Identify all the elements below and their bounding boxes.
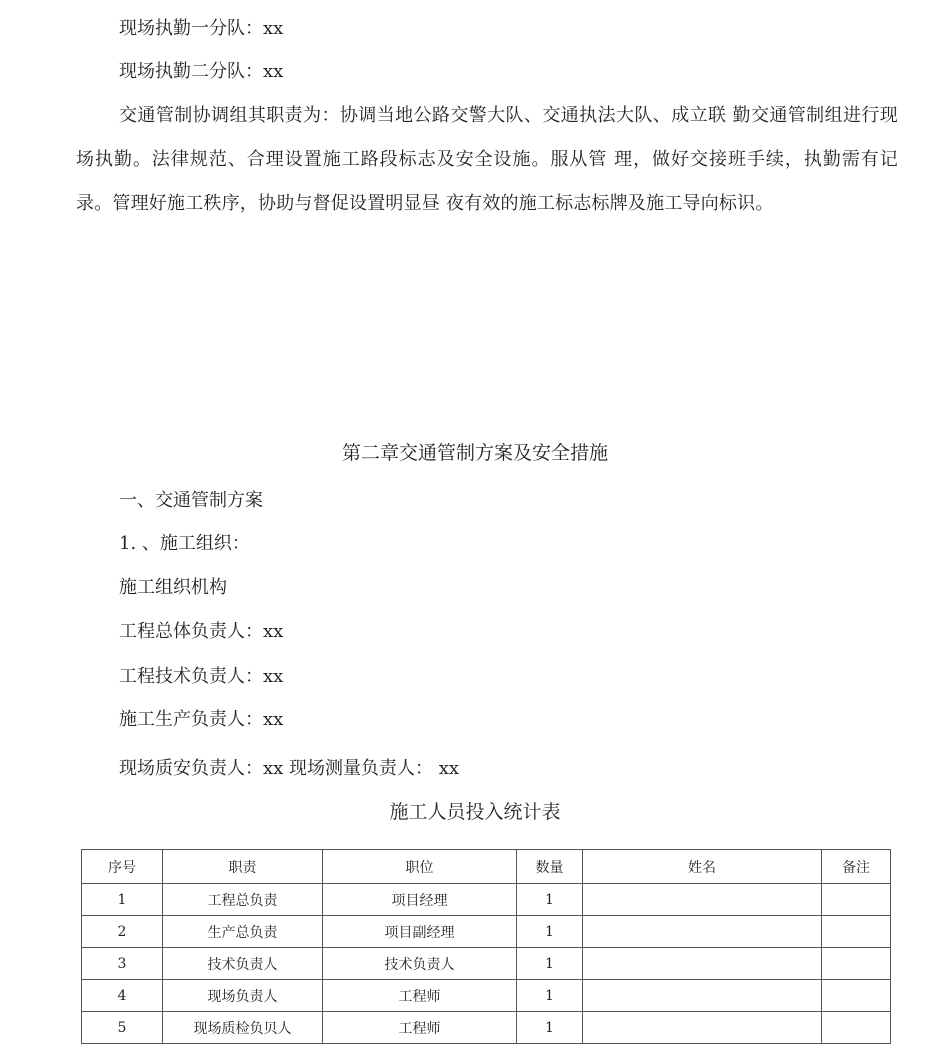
- cell-name: [583, 948, 822, 980]
- table-row: [82, 980, 891, 1012]
- subsection-heading: 1. 、施工组织：: [119, 533, 250, 554]
- table-title: 施工人员投入统计表: [389, 801, 561, 823]
- cell-qty: 1: [517, 884, 583, 916]
- staff-table: [81, 849, 891, 1044]
- header-duty: 职责: [163, 850, 323, 884]
- chapter-title: 第二章交通管制方案及安全措施: [341, 442, 608, 464]
- header-position: 职位: [323, 850, 517, 884]
- cell-remark: [822, 1012, 891, 1044]
- section-heading: 一、交通管制方案: [119, 490, 263, 511]
- squad-1-line: 现场执勤一分队：xx: [119, 18, 284, 39]
- cell-name: [583, 1012, 822, 1044]
- squad-2-line: 现场执勤二分队：xx: [119, 61, 284, 82]
- cell-qty: 1: [517, 1012, 583, 1044]
- cell-name: [583, 980, 822, 1012]
- cell-seq: 5: [82, 1012, 163, 1044]
- cell-name: [583, 916, 822, 948]
- header-name: 姓名: [583, 850, 822, 884]
- production-person-line: 施工生产负责人：xx: [119, 709, 284, 730]
- header-seq: 序号: [82, 850, 163, 884]
- cell-duty: 技术负责人: [163, 948, 323, 980]
- org-heading: 施工组织机构: [119, 577, 227, 598]
- table-row: [82, 916, 891, 948]
- cell-duty: 现场负责人: [163, 980, 323, 1012]
- cell-duty: 生产总负责: [163, 916, 323, 948]
- quality-survey-line: 现场质安负责人：xx 现场测量负责人： xx: [119, 758, 460, 779]
- cell-seq: 1: [82, 884, 163, 916]
- cell-qty: 1: [517, 916, 583, 948]
- header-qty: 数量: [517, 850, 583, 884]
- cell-qty: 1: [517, 980, 583, 1012]
- table-row: [82, 948, 891, 980]
- cell-position: 工程师: [323, 980, 517, 1012]
- cell-seq: 3: [82, 948, 163, 980]
- cell-remark: [822, 948, 891, 980]
- cell-position: 项目副经理: [323, 916, 517, 948]
- cell-position: 工程师: [323, 1012, 517, 1044]
- chief-person-line: 工程总体负责人：xx: [119, 621, 284, 642]
- coordination-paragraph: 交通管制协调组其职责为：协调当地公路交警大队、交通执法大队、成立联 勤交通管制组进行现场执勤。法律规范、合理设置施工路段标志及安全设施。服从管 理，做好交接班手续，执勤需有记录。管理好施工秩序，协助与督促设置明显昼 夜有效的施工标志标牌及施工导向标识。: [76, 105, 898, 214]
- tech-person-line: 工程技术负责人：xx: [119, 666, 284, 687]
- cell-seq: 2: [82, 916, 163, 948]
- cell-position: 技术负责人: [323, 948, 517, 980]
- cell-remark: [822, 916, 891, 948]
- table-row: [82, 884, 891, 916]
- cell-name: [583, 884, 822, 916]
- header-remark: 备注: [822, 850, 891, 884]
- cell-duty: 现场质检负贝人: [163, 1012, 323, 1044]
- cell-remark: [822, 884, 891, 916]
- cell-qty: 1: [517, 948, 583, 980]
- cell-position: 项目经理: [323, 884, 517, 916]
- table-row: [82, 1012, 891, 1044]
- cell-seq: 4: [82, 980, 163, 1012]
- cell-duty: 工程总负责: [163, 884, 323, 916]
- cell-remark: [822, 980, 891, 1012]
- table-header-row: [82, 850, 891, 884]
